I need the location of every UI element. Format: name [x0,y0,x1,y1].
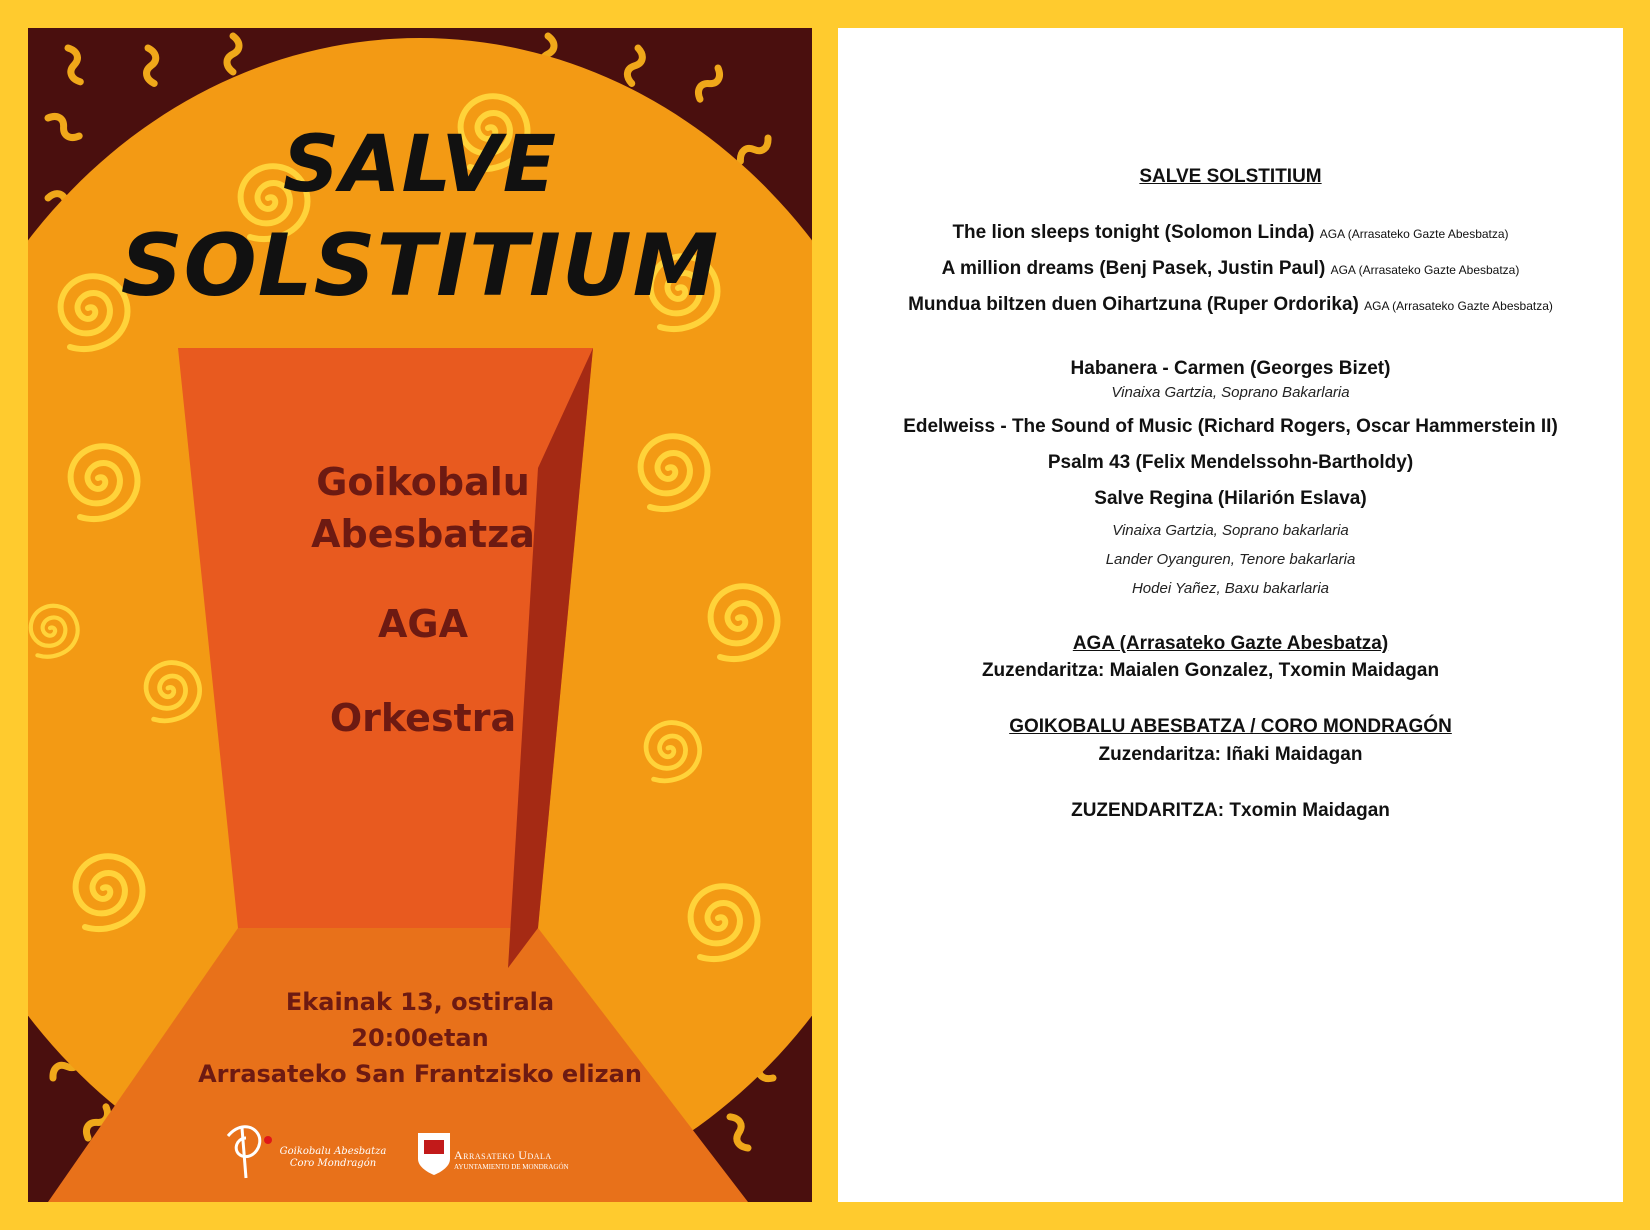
performer-abesbatza: Abesbatza [311,512,535,556]
goikobalu-heading: GOIKOBALU ABESBATZA / CORO MONDRAGÓN [1009,716,1452,737]
song-note: AGA (Arrasateko Gazte Abesbatza) [1330,263,1520,277]
aga-heading: AGA (Arrasateko Gazte Abesbatza) [1072,633,1389,654]
song-row [838,222,1623,244]
soloist-tenor: Lander Oyanguren, Tenore bakarlaria [1105,551,1356,568]
aga-directors: Zuzendaritza: Maialen Gonzalez, Txomin Maidagan [981,660,1440,681]
poster-time: 20:00etan [351,1024,489,1052]
performer-orkestra: Orkestra [329,696,517,740]
soloist-bass: Hodei Yañez, Baxu bakarlaria [1131,580,1330,597]
poster-venue: Arrasateko San Frantzisko elizan [198,1060,642,1088]
goikobalu-director: Zuzendaritza: Iñaki Maidagan [1098,744,1363,765]
program-title: SALVE SOLSTITIUM [1139,166,1322,187]
poster-title-line1: SALVE [282,120,558,210]
logo2-line2: AYUNTAMIENTO DE MONDRAGÓN [454,1163,569,1171]
song-row [838,258,1623,280]
logo2-line1: Arrasateko Udala [454,1148,552,1162]
habanera-soloist: Vinaixa Gartzia, Soprano Bakarlaria [1111,384,1350,401]
poster-date: Ekainak 13, ostirala [285,988,555,1016]
logo1-line2: Coro Mondragón [289,1158,377,1169]
song-salve-regina: Salve Regina (Hilarión Eslava) [1094,488,1367,509]
song-psalm: Psalm 43 (Felix Mendelssohn-Bartholdy) [1047,452,1414,473]
song-title: The lion sleeps tonight (Solomon Linda) [952,222,1315,243]
concert-poster [28,28,812,1202]
arrasate-logo-text [454,1148,594,1171]
song-edelweiss: Edelweiss - The Sound of Music (Richard Rogers, Oscar Hammerstein II) [903,416,1558,437]
song-habanera: Habanera - Carmen (Georges Bizet) [1070,358,1391,379]
song-title: A million dreams (Benj Pasek, Justin Paul) [941,258,1326,279]
goikobalu-logo-text [268,1146,398,1170]
logo1-line1: Goikobalu Abesbatza [279,1146,387,1157]
general-director: ZUZENDARITZA: Txomin Maidagan [1071,800,1390,821]
concert-program [838,28,1623,1202]
soloist-soprano: Vinaixa Gartzia, Soprano bakarlaria [1112,522,1349,539]
performer-goikobalu: Goikobalu [316,460,530,504]
song-row [838,294,1623,316]
poster-title-line2: SOLSTITIUM [120,216,720,316]
song-note: AGA (Arrasateko Gazte Abesbatza) [1319,227,1509,241]
song-note: AGA (Arrasateko Gazte Abesbatza) [1364,299,1553,313]
performer-aga: AGA [377,602,468,646]
song-title: Mundua biltzen duen Oihartzuna (Ruper Ordorika) [908,294,1359,315]
